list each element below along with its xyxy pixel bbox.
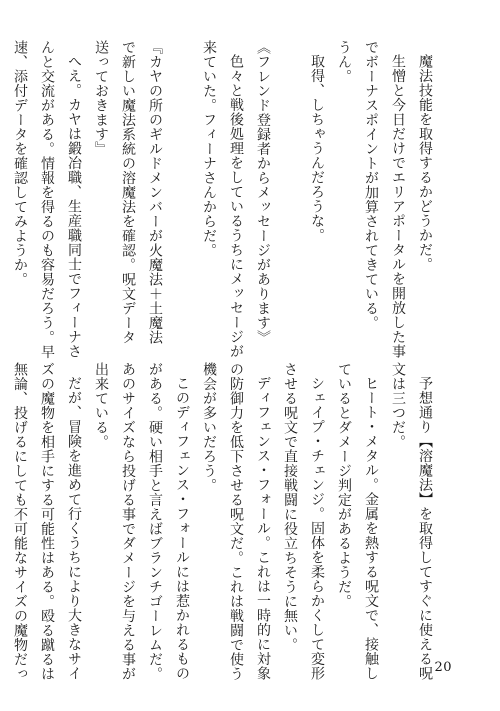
text-line: 送っておきます』	[93, 40, 109, 156]
text-line: ズの魔物を相手にする可能性はある。殴る蹴るは	[39, 362, 55, 681]
text-line	[168, 40, 195, 308]
text-line: の防御力を低下させる呪文だ。これは戦闘で使う	[228, 362, 244, 681]
text-line: へえ。カヤは鍛冶職、生産職同士でフィーナさ	[66, 54, 82, 359]
text-line: 『カヤの所のギルドメンバーが火魔法＋土魔法	[147, 40, 163, 345]
text-line: うん。	[336, 40, 352, 84]
text-line: 魔法技能を取得するかどうかだ。	[417, 54, 433, 272]
text-line: 予想通り【溶魔法】を取得してすぐに使える呪	[417, 376, 433, 681]
lower-text-block	[12, 362, 438, 681]
text-line: シェイプ・チェンジ。固体を柔らかくして変形	[309, 376, 325, 681]
text-line: 機会が多いだろう。	[201, 362, 217, 493]
text-line	[276, 40, 303, 308]
text-line: あのサイズなら投げる事でダメージを与える事が	[120, 362, 136, 681]
text-line: 無論、投げるにしても不可能なサイズの魔物だっ	[12, 362, 28, 681]
page-number: 20	[434, 660, 452, 675]
text-line: させる呪文で直接戦闘に役立ちそうに無い。	[282, 362, 298, 652]
text-line: ているとダメージ判定があるようだ。	[336, 362, 352, 609]
text-line: で新しい魔法系統の溶魔法を確認。呪文データ	[120, 40, 136, 345]
text-line: 速、添付データを確認してみようか。	[12, 40, 28, 287]
upper-text-block	[12, 40, 438, 359]
text-line: 出来ている。	[93, 362, 109, 449]
text-line: ヒート・メタル。金属を熱する呪文で、接触し	[363, 376, 379, 681]
text-line: 文は三つだ。	[390, 362, 406, 449]
text-line: んと交流がある。情報を得るのも容易だろう。早	[39, 40, 55, 359]
text-line: ディフェンス・フォール。これは一時的に対象	[255, 376, 271, 681]
text-line: 来ていた。フィーナさんからだ。	[201, 40, 217, 258]
text-line: がある。硬い相手と言えばブランチゴーレムだ。	[147, 362, 163, 681]
text-line: 生憎と今日だけでエリアポータルを開放した事	[390, 54, 406, 359]
text-line: このディフェンス・フォールには惹かれるもの	[174, 376, 190, 681]
text-line: 取得、しちゃうんだろうな。	[309, 54, 325, 243]
text-line: でボーナスポイントが加算されてきている。	[363, 40, 379, 330]
text-line: 色々と戦後処理をしているうちにメッセージが	[228, 54, 244, 359]
text-line: 《フレンド登録者からメッセージがあります》	[255, 40, 271, 345]
text-line: だが、冒険を進めて行くうちにより大きなサイ	[66, 376, 82, 681]
